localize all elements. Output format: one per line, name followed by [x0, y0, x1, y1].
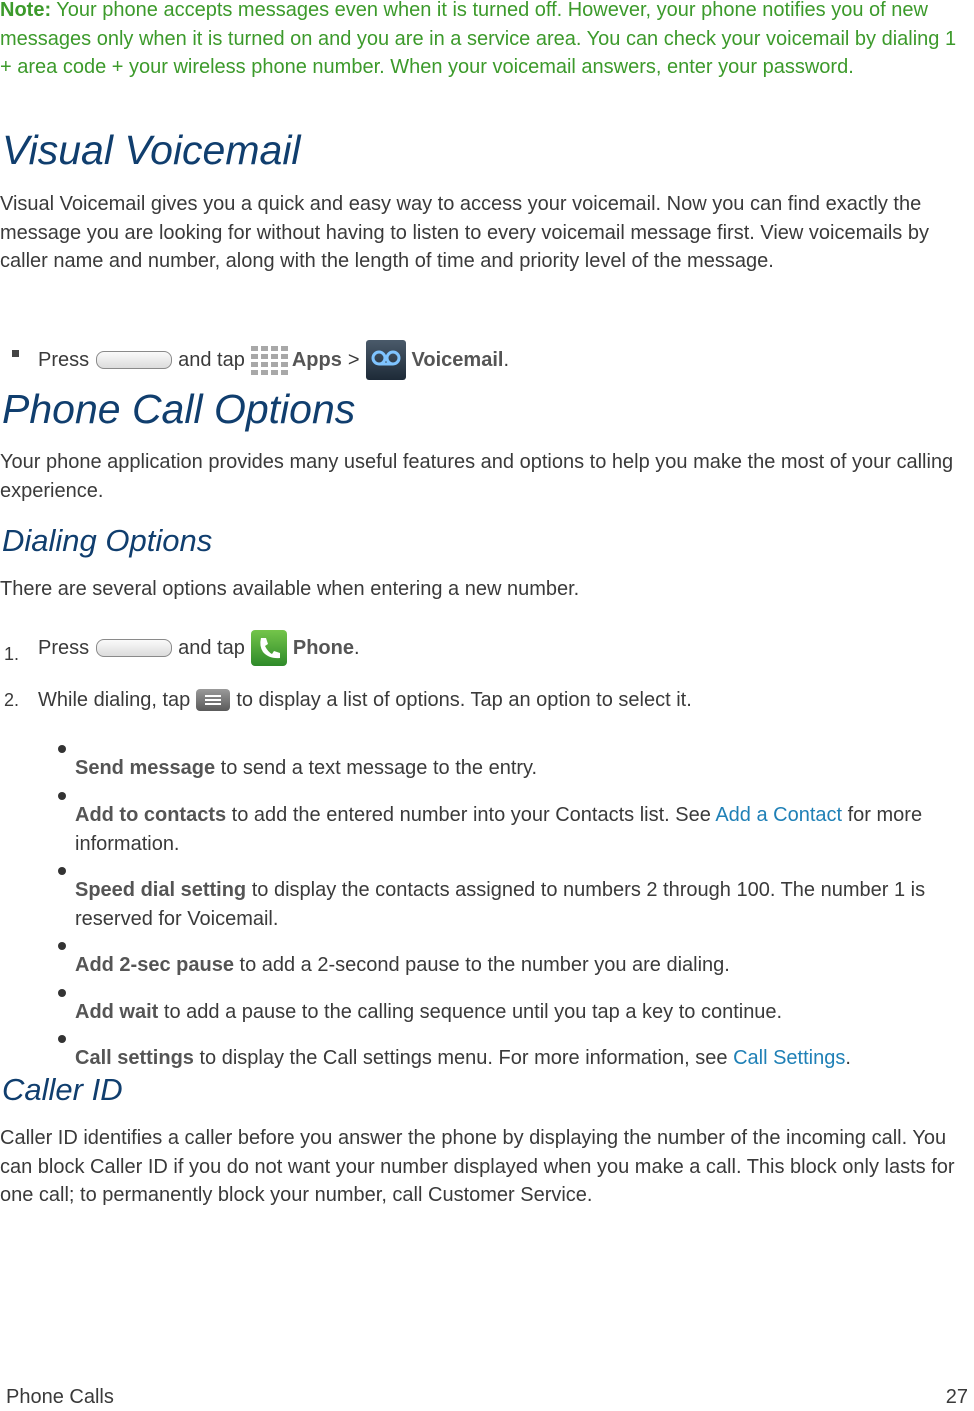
home-key-icon [96, 639, 172, 657]
step-1-and-tap-text: and tap [178, 637, 245, 659]
bullet-dot-icon [58, 989, 66, 997]
option-name: Add wait [75, 1001, 159, 1023]
option-name: Add to contacts [75, 804, 227, 826]
option-name: Speed dial setting [75, 879, 247, 901]
option-name: Send message [75, 757, 216, 779]
step-2-number: 2. [4, 690, 20, 710]
dialing-step-1 [0, 622, 974, 666]
phone-call-options-body: Your phone application provides many useful features and options to help you make the most of your calling experience. [0, 451, 954, 502]
step-and-tap-text: and tap [178, 349, 245, 371]
note-text: Your phone accepts messages even when it is turned off. However, your phone notifies you of new messages only when it is turned on and you are in a service area. You can check your voicemail by dialing 1 + area code + your wireless phone number. When your voicemail answers, enter your password. [0, 0, 957, 78]
bullet-dot-icon [58, 942, 66, 950]
step-separator: > [347, 349, 360, 371]
phone-label: Phone [292, 637, 354, 659]
dialing-options-intro: There are several options available when entering a new number. [0, 578, 580, 600]
option-tail: . [845, 1047, 851, 1069]
option-tail: for more information. [75, 804, 923, 855]
voicemail-label: Voicemail [411, 349, 504, 371]
bullet-dot-icon [58, 1035, 66, 1043]
call-settings-link[interactable]: Call Settings [733, 1047, 846, 1069]
square-bullet-icon [12, 350, 19, 357]
dialing-step-2 [0, 684, 974, 716]
step-1-number: 1. [4, 644, 20, 664]
option-name: Call settings [75, 1047, 194, 1069]
menu-key-icon [196, 689, 230, 711]
bullet-dot-icon [58, 745, 66, 753]
add-a-contact-link[interactable]: Add a Contact [715, 804, 843, 826]
bullet-dot-icon [58, 867, 66, 875]
step-2-after-text: to display a list of options. Tap an option to select it. [236, 689, 692, 711]
heading-visual-voicemail: Visual Voicemail [2, 127, 301, 173]
step-press-text: Press [38, 349, 90, 371]
visual-voicemail-body: Visual Voicemail gives you a quick and easy way to access your voicemail. Now you can find exactly the message you are looking for without having to listen to every voicemail message first. View voicemails by caller name and number, along with the length of time and priority level of the message. [0, 193, 929, 272]
apps-grid-icon [251, 342, 288, 379]
option-text: to add the entered number into your Contacts list. See [226, 804, 716, 826]
step-2-before-text: While dialing, tap [38, 689, 191, 711]
option-name: Add 2-sec pause [75, 954, 234, 976]
heading-phone-call-options: Phone Call Options [2, 386, 356, 432]
option-text: to display the contacts assigned to numbers 2 through 100. The number 1 is reserved for Voicemail. [75, 879, 926, 930]
option-text: to add a 2-second pause to the number you are dialing. [233, 954, 730, 976]
footer-page-number: 27 [945, 1386, 968, 1408]
voicemail-icon [366, 340, 406, 380]
bullet-dot-icon [58, 792, 66, 800]
option-text: to send a text message to the entry. [215, 757, 538, 779]
phone-app-icon [251, 630, 287, 666]
home-key-icon [96, 351, 172, 369]
option-text: to display the Call settings menu. For more information, see [193, 1047, 734, 1069]
option-text: to add a pause to the calling sequence until you tap a key to continue. [158, 1001, 783, 1023]
caller-id-body: Caller ID identifies a caller before you answer the phone by displaying the number of the incoming call. You can block Caller ID if you do not want your number displayed when you make a call. This block only lasts for one call; to permanently block your number, call Customer Service. [0, 1127, 955, 1206]
note-label: Note: [0, 0, 52, 21]
heading-caller-id: Caller ID [2, 1072, 123, 1107]
step-1-press-text: Press [38, 637, 90, 659]
heading-dialing-options: Dialing Options [2, 523, 213, 558]
step-period: . [503, 349, 510, 371]
footer-section-name: Phone Calls [6, 1386, 114, 1408]
apps-label: Apps [291, 349, 342, 371]
step-1-period: . [353, 637, 360, 659]
visual-voicemail-step [0, 334, 974, 374]
note-paragraph [0, 0, 970, 82]
